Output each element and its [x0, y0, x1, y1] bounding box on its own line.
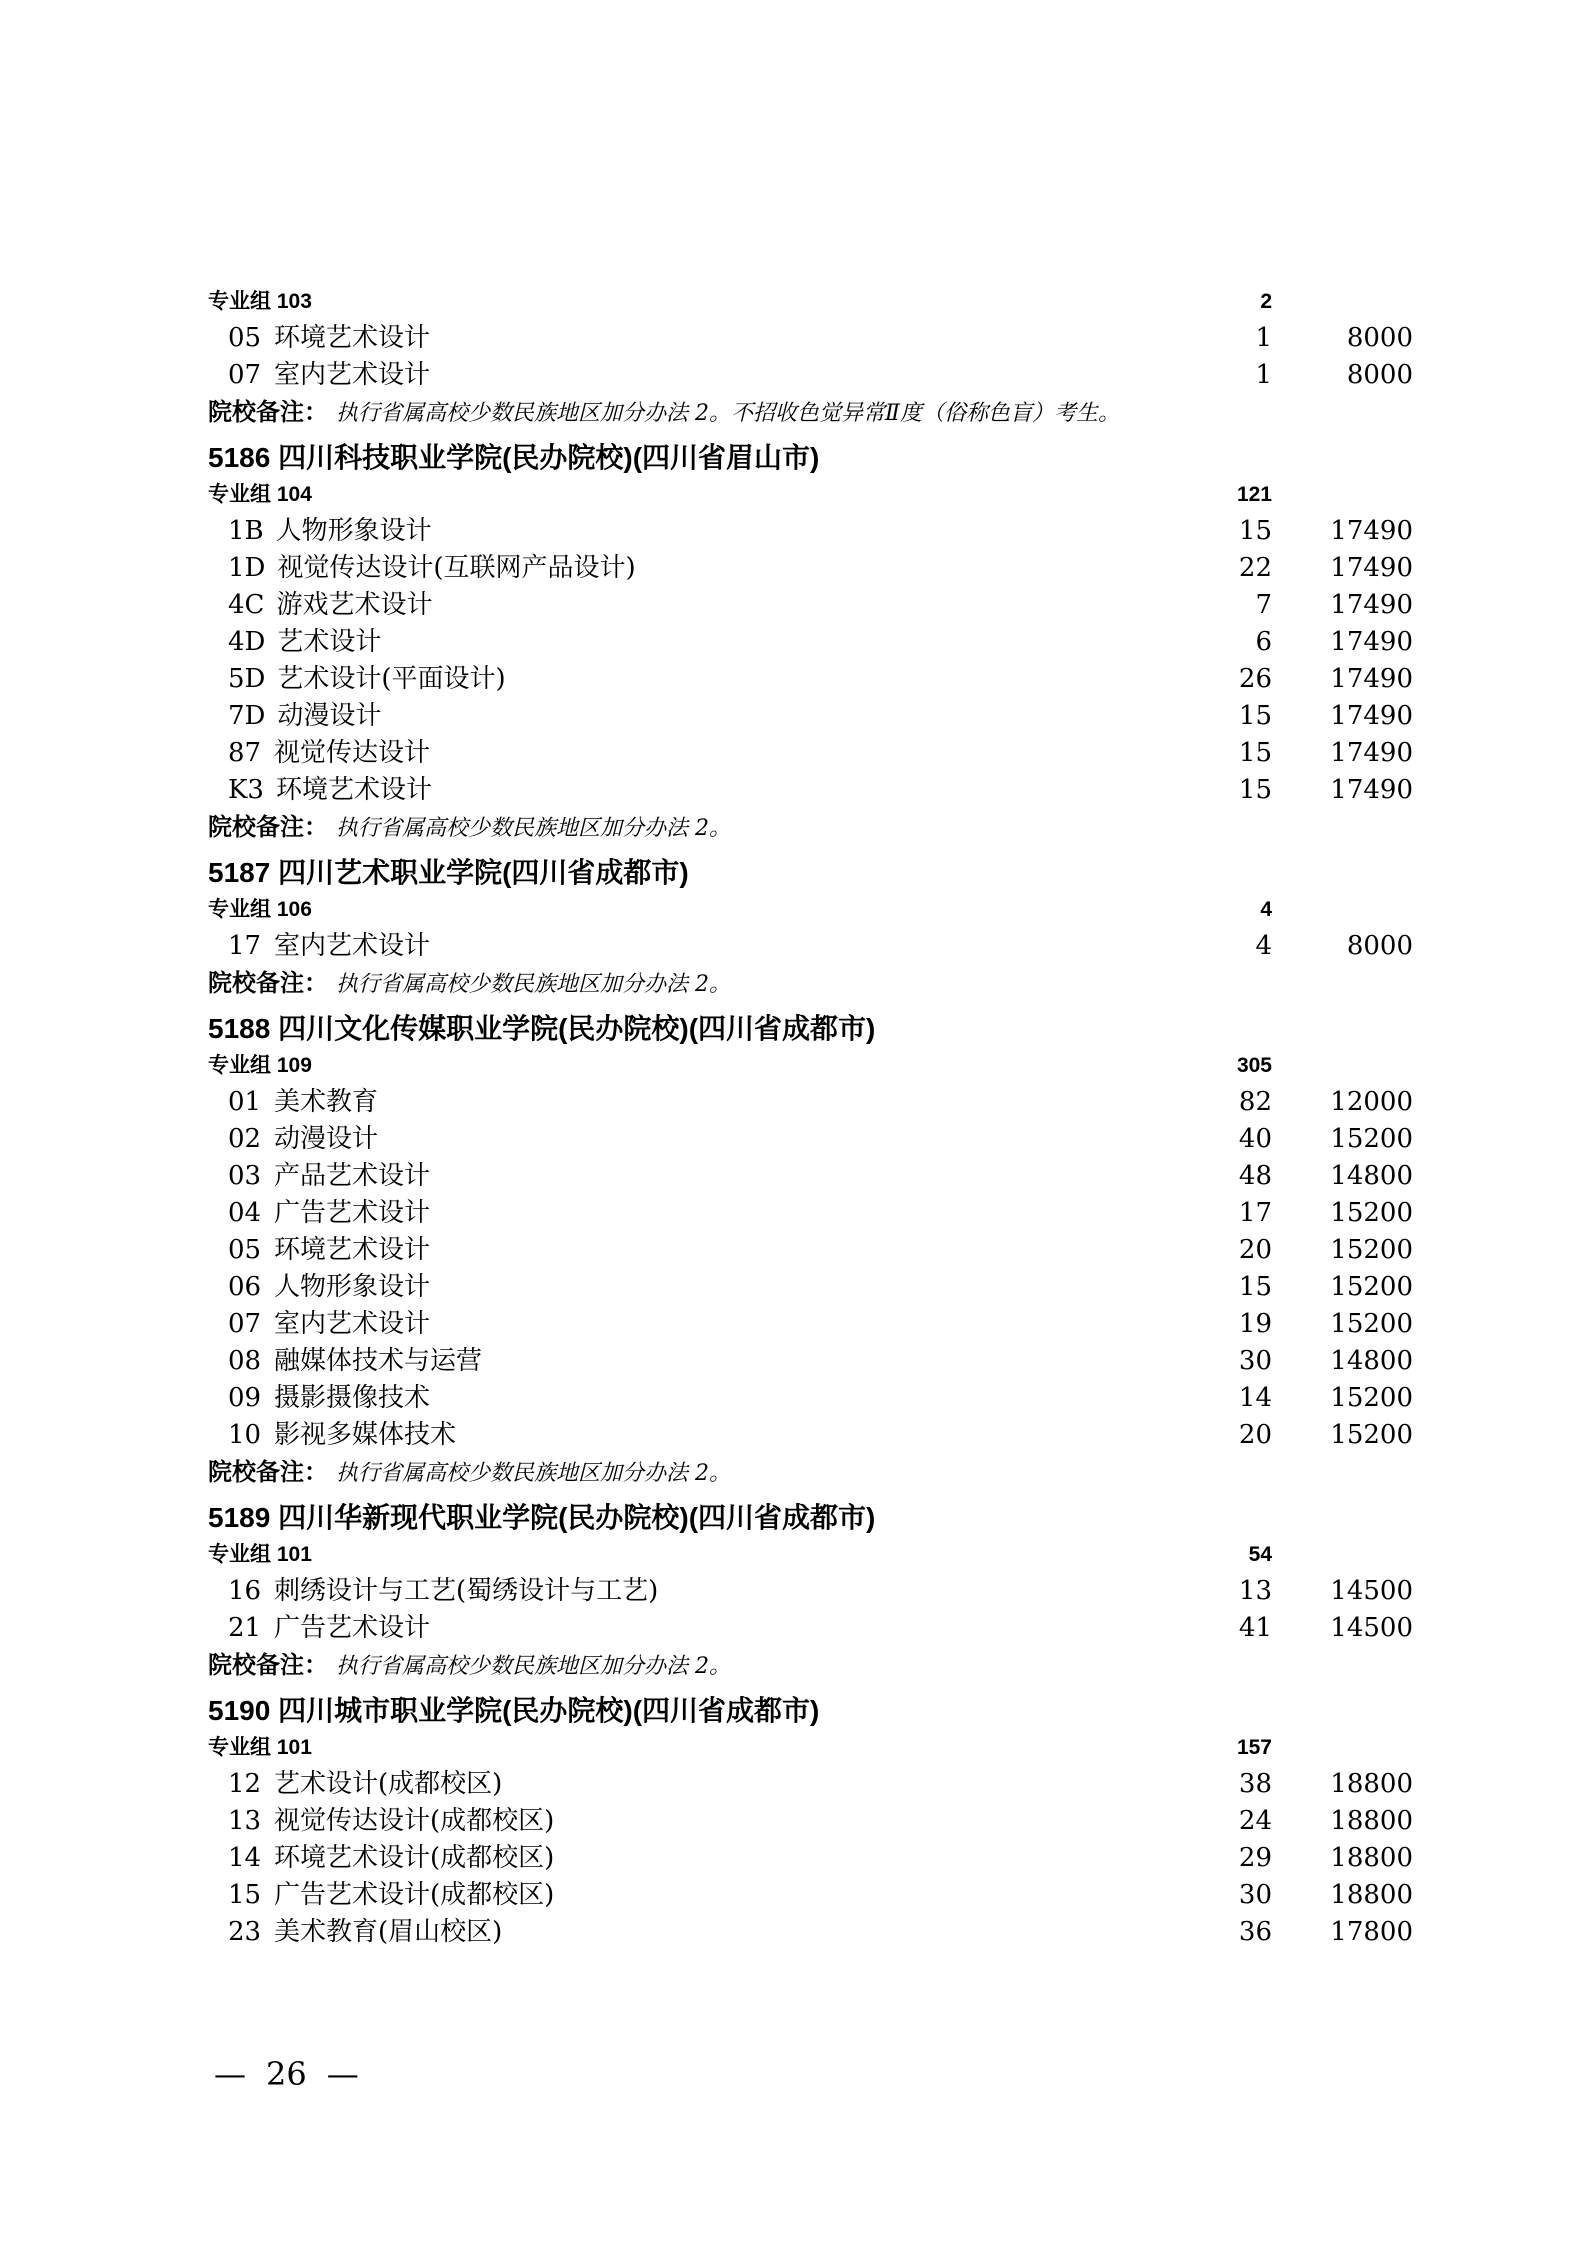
remark-row [0, 809, 1587, 846]
major-code: 10 [228, 1420, 262, 1450]
major-name [228, 1766, 1182, 1803]
major-fee: 17490 [1330, 775, 1413, 805]
major-count: 15 [1238, 775, 1272, 805]
major-row [0, 1084, 1587, 1121]
major-fee: 14800 [1330, 1346, 1413, 1376]
major-count: 20 [1238, 1420, 1272, 1450]
major-code: 23 [228, 1917, 262, 1947]
major-row [0, 1195, 1587, 1232]
major-title: 环境艺术设计 [274, 1235, 431, 1265]
major-name [228, 1380, 1182, 1417]
major-code: 07 [228, 1309, 262, 1339]
major-title: 环境艺术设计 [274, 323, 431, 353]
major-count: 1 [1255, 360, 1272, 390]
major-name [228, 1269, 1182, 1306]
group-total: 4 [1260, 898, 1272, 921]
major-row [0, 1380, 1587, 1417]
major-code: 1B [228, 516, 264, 546]
major-code: 02 [228, 1124, 262, 1154]
major-title: 融媒体技术与运营 [274, 1346, 483, 1376]
major-title: 室内艺术设计 [274, 1309, 431, 1339]
remark-label: 院校备注： [208, 814, 328, 841]
major-title: 产品艺术设计 [274, 1161, 431, 1191]
school-header [0, 439, 1587, 476]
major-fee: 8000 [1346, 360, 1413, 390]
major-code: 17 [228, 931, 262, 961]
major-fee: 15200 [1330, 1198, 1413, 1228]
group-row [0, 1536, 1587, 1573]
group-label: 专业组 106 [208, 898, 312, 921]
major-row [0, 1914, 1587, 1951]
major-row [0, 1573, 1587, 1610]
major-row [0, 928, 1587, 965]
remark-row [0, 1454, 1587, 1491]
school-header [0, 854, 1587, 891]
major-count: 15 [1238, 738, 1272, 768]
remark-row [0, 965, 1587, 1002]
major-title: 艺术设计(成都校区) [274, 1769, 503, 1799]
major-code: 16 [228, 1576, 262, 1606]
major-name [228, 1306, 1182, 1343]
major-count: 48 [1238, 1161, 1272, 1191]
major-count: 22 [1238, 553, 1272, 583]
major-code: 07 [228, 360, 262, 390]
major-row [0, 1840, 1587, 1877]
major-name [228, 1084, 1182, 1121]
major-row [0, 661, 1587, 698]
major-title: 艺术设计(平面设计) [277, 664, 506, 694]
remark-label: 院校备注： [208, 1652, 328, 1679]
group-row [0, 1047, 1587, 1084]
group-row [0, 891, 1587, 928]
major-row [0, 1417, 1587, 1454]
major-code: 08 [228, 1346, 262, 1376]
major-row [0, 624, 1587, 661]
major-title: 环境艺术设计 [275, 775, 432, 805]
major-title: 摄影摄像技术 [274, 1383, 431, 1413]
major-name [228, 1195, 1182, 1232]
major-fee: 17490 [1330, 701, 1413, 731]
major-row [0, 1269, 1587, 1306]
page-footer [214, 2056, 359, 2093]
major-fee: 15200 [1330, 1124, 1413, 1154]
major-count: 36 [1238, 1917, 1272, 1947]
major-code: 21 [228, 1613, 262, 1643]
major-code: 14 [228, 1843, 262, 1873]
school-header [0, 1010, 1587, 1047]
remark-text: 执行省属高校少数民族地区加分办法 2。 [336, 1654, 731, 1679]
major-code: 01 [228, 1087, 262, 1117]
major-name [228, 1232, 1182, 1269]
major-code: 13 [228, 1806, 262, 1836]
major-count: 24 [1238, 1806, 1272, 1836]
major-row [0, 1232, 1587, 1269]
admissions-list [0, 283, 1587, 1951]
major-row [0, 1803, 1587, 1840]
major-code: 05 [228, 323, 262, 353]
major-code: 7D [228, 701, 266, 731]
major-count: 15 [1238, 701, 1272, 731]
major-count: 40 [1238, 1124, 1272, 1154]
major-title: 美术教育 [274, 1087, 379, 1117]
school-section [0, 1010, 1587, 1491]
major-fee: 8000 [1346, 931, 1413, 961]
major-count: 30 [1238, 1880, 1272, 1910]
major-fee: 8000 [1346, 323, 1413, 353]
school-section [0, 1499, 1587, 1684]
major-count: 4 [1255, 931, 1272, 961]
remark-row [0, 394, 1587, 431]
major-title: 广告艺术设计(成都校区) [274, 1880, 555, 1910]
group-label: 专业组 101 [208, 1736, 312, 1759]
remark-label: 院校备注： [208, 970, 328, 997]
major-fee: 15200 [1330, 1383, 1413, 1413]
group-total: 305 [1236, 1054, 1272, 1077]
major-fee: 17490 [1330, 553, 1413, 583]
major-fee: 17490 [1330, 627, 1413, 657]
major-name [228, 1803, 1182, 1840]
remark-text: 执行省属高校少数民族地区加分办法 2。 [336, 1461, 731, 1486]
major-name [228, 928, 1182, 965]
school-section [0, 439, 1587, 846]
major-title: 艺术设计 [277, 627, 382, 657]
major-count: 82 [1238, 1087, 1272, 1117]
major-name [228, 1121, 1182, 1158]
major-name [228, 1417, 1182, 1454]
major-code: 15 [228, 1880, 262, 1910]
major-row [0, 1610, 1587, 1647]
major-title: 美术教育(眉山校区) [274, 1917, 503, 1947]
remark-label: 院校备注： [208, 399, 328, 426]
major-fee: 15200 [1330, 1420, 1413, 1450]
major-code: 12 [228, 1769, 262, 1799]
major-fee: 17490 [1330, 516, 1413, 546]
major-code: K3 [228, 775, 264, 805]
remark-text: 执行省属高校少数民族地区加分办法 2。不招收色觉异常Ⅱ度（俗称色盲）考生。 [336, 401, 1120, 426]
major-title: 广告艺术设计 [274, 1613, 431, 1643]
major-fee: 17490 [1330, 664, 1413, 694]
major-title: 游戏艺术设计 [276, 590, 433, 620]
major-title: 动漫设计 [274, 1124, 379, 1154]
remark-label: 院校备注： [208, 1459, 328, 1486]
major-row [0, 587, 1587, 624]
remark-text: 执行省属高校少数民族地区加分办法 2。 [336, 972, 731, 997]
major-fee: 14500 [1330, 1576, 1413, 1606]
group-total: 54 [1248, 1543, 1272, 1566]
major-fee: 14800 [1330, 1161, 1413, 1191]
major-name [228, 661, 1182, 698]
major-fee: 15200 [1330, 1235, 1413, 1265]
major-title: 刺绣设计与工艺(蜀绣设计与工艺) [274, 1576, 659, 1606]
major-fee: 18800 [1330, 1880, 1413, 1910]
major-fee: 18800 [1330, 1843, 1413, 1873]
major-row [0, 513, 1587, 550]
major-count: 6 [1255, 627, 1272, 657]
major-count: 38 [1238, 1769, 1272, 1799]
major-title: 室内艺术设计 [274, 360, 431, 390]
major-row [0, 698, 1587, 735]
major-code: 06 [228, 1272, 262, 1302]
major-name [228, 1840, 1182, 1877]
major-count: 14 [1238, 1383, 1272, 1413]
major-name [228, 698, 1182, 735]
major-title: 视觉传达设计(互联网产品设计) [277, 553, 636, 583]
major-count: 41 [1238, 1613, 1272, 1643]
group-total: 121 [1236, 483, 1272, 506]
major-fee: 17490 [1330, 590, 1413, 620]
school-section [0, 854, 1587, 1002]
group-label: 专业组 109 [208, 1054, 312, 1077]
major-name [228, 1158, 1182, 1195]
major-name [228, 735, 1182, 772]
remark-row [0, 1647, 1587, 1684]
major-fee: 15200 [1330, 1272, 1413, 1302]
group-row [0, 1729, 1587, 1766]
major-title: 影视多媒体技术 [274, 1420, 457, 1450]
major-fee: 17800 [1330, 1917, 1413, 1947]
major-title: 视觉传达设计 [274, 738, 431, 768]
major-code: 5D [228, 664, 266, 694]
major-title: 室内艺术设计 [274, 931, 431, 961]
footer-dash-left: — [214, 2055, 246, 2093]
major-row [0, 735, 1587, 772]
major-count: 20 [1238, 1235, 1272, 1265]
major-fee: 14500 [1330, 1613, 1413, 1643]
group-total: 157 [1236, 1736, 1272, 1759]
major-row [0, 320, 1587, 357]
major-name [228, 624, 1182, 661]
major-name [228, 1343, 1182, 1380]
school-section [0, 283, 1587, 431]
major-code: 09 [228, 1383, 262, 1413]
school-title: 5189 四川华新现代职业学院(民办院校)(四川省成都市) [208, 1502, 876, 1533]
group-label: 专业组 103 [208, 290, 312, 313]
group-row [0, 476, 1587, 513]
major-count: 15 [1238, 516, 1272, 546]
major-row [0, 550, 1587, 587]
major-fee: 18800 [1330, 1769, 1413, 1799]
major-name [228, 1573, 1182, 1610]
major-fee: 12000 [1330, 1087, 1413, 1117]
major-row [0, 1766, 1587, 1803]
major-code: 04 [228, 1198, 262, 1228]
page-number: 26 [266, 2055, 307, 2093]
school-header [0, 1499, 1587, 1536]
group-total: 2 [1260, 290, 1272, 313]
major-code: 03 [228, 1161, 262, 1191]
remark-text: 执行省属高校少数民族地区加分办法 2。 [336, 816, 731, 841]
group-label: 专业组 101 [208, 1543, 312, 1566]
major-row [0, 357, 1587, 394]
major-count: 19 [1238, 1309, 1272, 1339]
major-count: 17 [1238, 1198, 1272, 1228]
major-fee: 17490 [1330, 738, 1413, 768]
major-name [228, 1877, 1182, 1914]
major-code: 05 [228, 1235, 262, 1265]
major-row [0, 1121, 1587, 1158]
school-title: 5186 四川科技职业学院(民办院校)(四川省眉山市) [208, 442, 820, 473]
major-count: 26 [1238, 664, 1272, 694]
major-count: 1 [1255, 323, 1272, 353]
major-row [0, 1343, 1587, 1380]
major-title: 环境艺术设计(成都校区) [274, 1843, 555, 1873]
major-name [228, 550, 1182, 587]
major-count: 30 [1238, 1346, 1272, 1376]
major-name [228, 772, 1182, 809]
major-row [0, 772, 1587, 809]
major-name [228, 513, 1182, 550]
group-label: 专业组 104 [208, 483, 312, 506]
major-count: 29 [1238, 1843, 1272, 1873]
major-name [228, 320, 1182, 357]
major-row [0, 1877, 1587, 1914]
school-header [0, 1692, 1587, 1729]
major-name [228, 587, 1182, 624]
major-title: 广告艺术设计 [274, 1198, 431, 1228]
major-code: 1D [228, 553, 266, 583]
group-row [0, 283, 1587, 320]
major-count: 7 [1255, 590, 1272, 620]
major-name [228, 357, 1182, 394]
major-row [0, 1158, 1587, 1195]
school-title: 5187 四川艺术职业学院(四川省成都市) [208, 857, 689, 888]
major-count: 13 [1238, 1576, 1272, 1606]
major-title: 人物形象设计 [275, 516, 432, 546]
major-name [228, 1610, 1182, 1647]
major-title: 动漫设计 [277, 701, 382, 731]
footer-dash-right: — [326, 2055, 359, 2093]
major-fee: 15200 [1330, 1309, 1413, 1339]
school-title: 5188 四川文化传媒职业学院(民办院校)(四川省成都市) [208, 1013, 876, 1044]
major-fee: 18800 [1330, 1806, 1413, 1836]
major-row [0, 1306, 1587, 1343]
major-code: 4D [228, 627, 266, 657]
major-code: 87 [228, 738, 262, 768]
school-title: 5190 四川城市职业学院(民办院校)(四川省成都市) [208, 1695, 820, 1726]
major-count: 15 [1238, 1272, 1272, 1302]
major-name [228, 1914, 1182, 1951]
major-code: 4C [228, 590, 265, 620]
major-title: 视觉传达设计(成都校区) [274, 1806, 555, 1836]
school-section [0, 1692, 1587, 1951]
major-title: 人物形象设计 [274, 1272, 431, 1302]
